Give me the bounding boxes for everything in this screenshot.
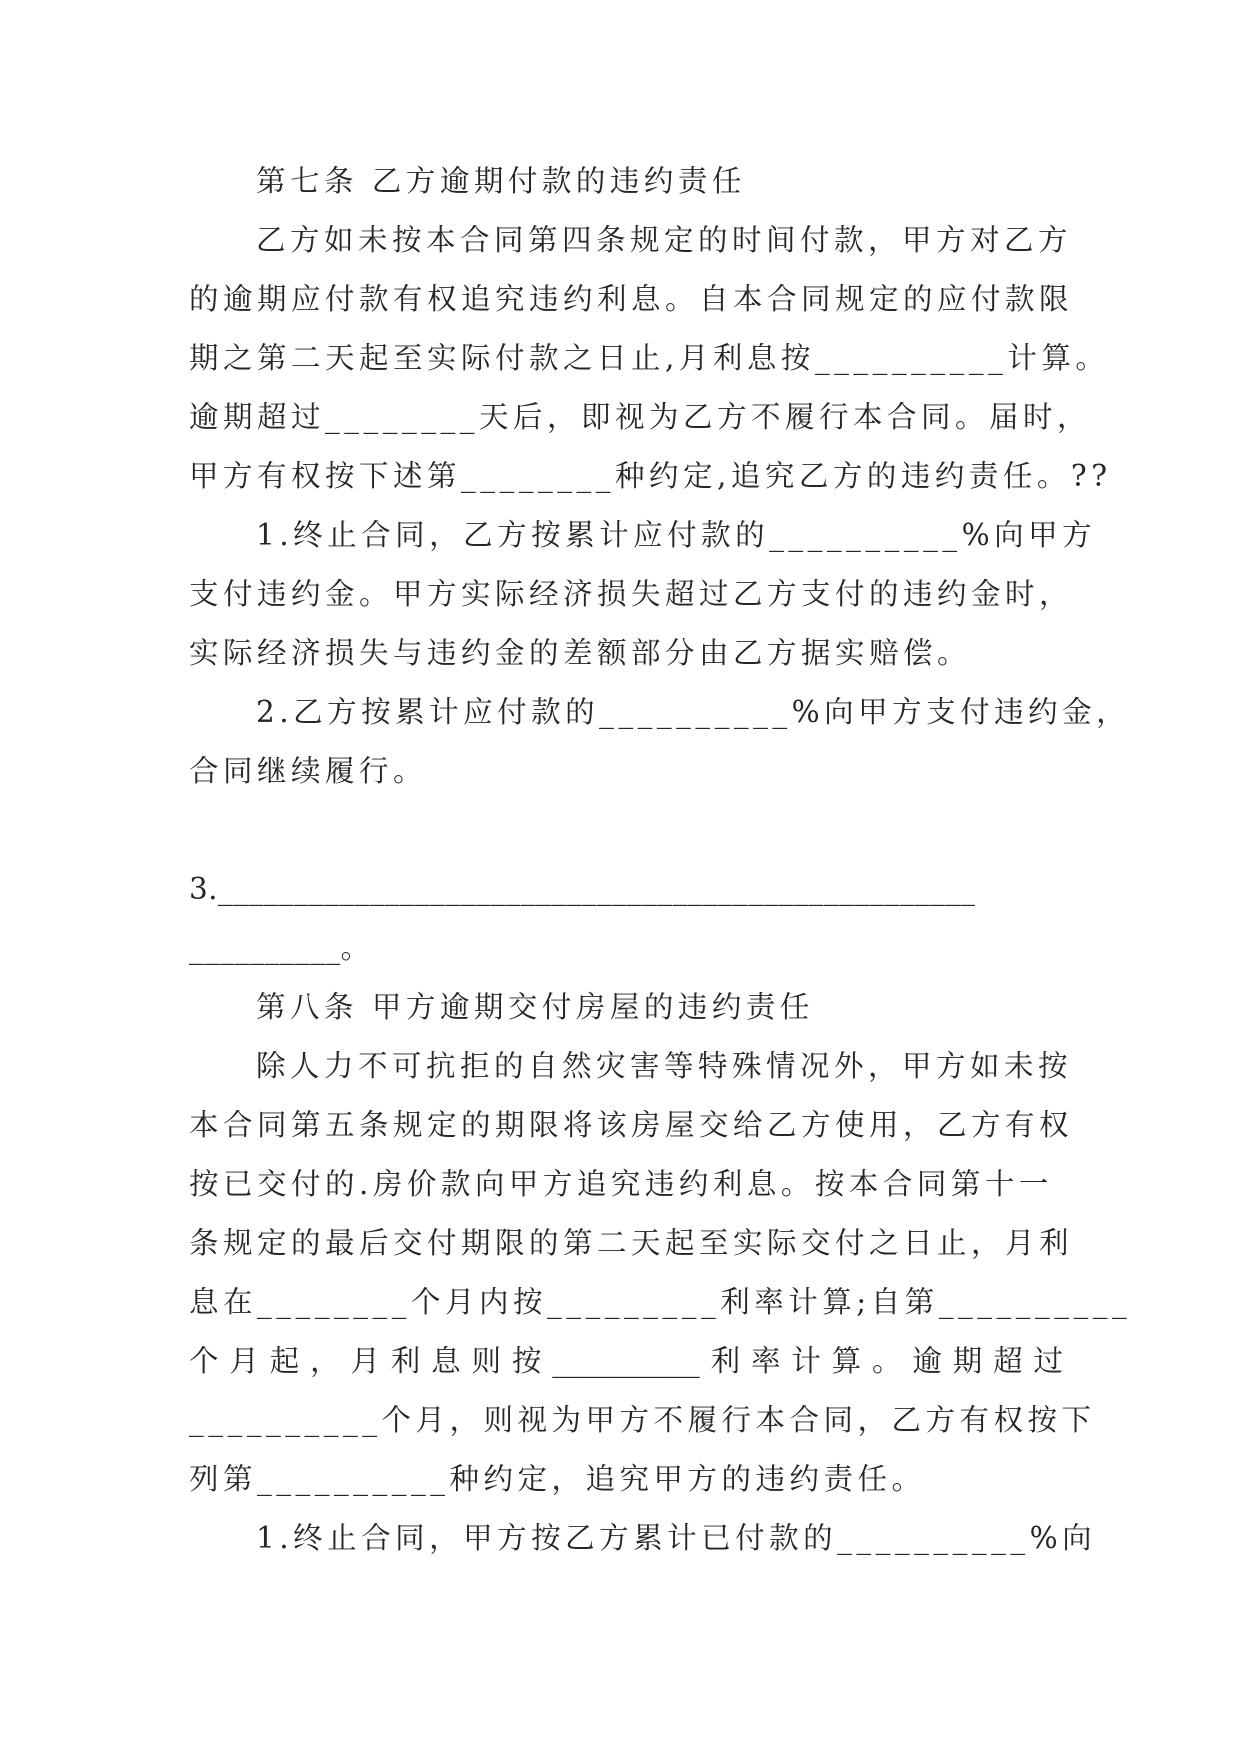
paragraph-line: 息在________个月内按_________利率计算;自第__________: [189, 1285, 1132, 1319]
clause-item-1: 1.终止合同，甲方按乙方累计已付款的__________%向: [256, 1521, 1097, 1555]
paragraph-line: 甲方有权按下述第________种约定,追究乙方的违约责任。??: [189, 459, 1112, 493]
paragraph-line: 个月起，月利息则按__________利率计算。逾期超过: [189, 1344, 1063, 1378]
paragraph-line: 合同继续履行。: [189, 754, 428, 788]
paragraph-line: 支付违约金。甲方实际经济损失超过乙方支付的违约金时，: [189, 577, 1074, 611]
paragraph-line: __________个月，则视为甲方不履行本合同，乙方有权按下: [189, 1403, 1096, 1437]
paragraph-line: 的逾期应付款有权追究违约利息。自本合同规定的应付款限: [189, 282, 1074, 316]
article-8-heading: 第八条 甲方逾期交付房屋的违约责任: [256, 990, 814, 1024]
paragraph-line: 逾期超过________天后，即视为乙方不履行本合同。届时，: [189, 400, 1092, 434]
paragraph-line: 本合同第五条规定的期限将该房屋交给乙方使用，乙方有权: [189, 1108, 1074, 1142]
paragraph-line: 乙方如未按本合同第四条规定的时间付款，甲方对乙方: [256, 223, 1073, 257]
paragraph-line: 按已交付的.房价款向甲方追究违约利息。按本合同第十一: [189, 1167, 1053, 1201]
paragraph-line: 除人力不可抗拒的自然灾害等特殊情况外，甲方如未按: [256, 1049, 1073, 1083]
paragraph-line: 条规定的最后交付期限的第二天起至实际交付之日止，月利: [189, 1226, 1074, 1260]
paragraph-line: 期之第二天起至实际付款之日止,月利息按__________计算。: [189, 341, 1110, 375]
paragraph-line: __________。: [189, 931, 371, 965]
paragraph-line: 列第__________种约定，追究甲方的违约责任。: [189, 1462, 926, 1496]
clause-item-1: 1.终止合同，乙方按累计应付款的__________%向甲方: [256, 518, 1097, 552]
clause-item-3: 3.__________________________________________________: [189, 872, 976, 906]
paragraph-line: 实际经济损失与违约金的差额部分由乙方据实赔偿。: [189, 636, 972, 670]
clause-item-2: 2.乙方按累计应付款的__________%向甲方支付违约金，: [256, 695, 1131, 729]
article-7-heading: 第七条 乙方逾期付款的违约责任: [256, 164, 746, 198]
